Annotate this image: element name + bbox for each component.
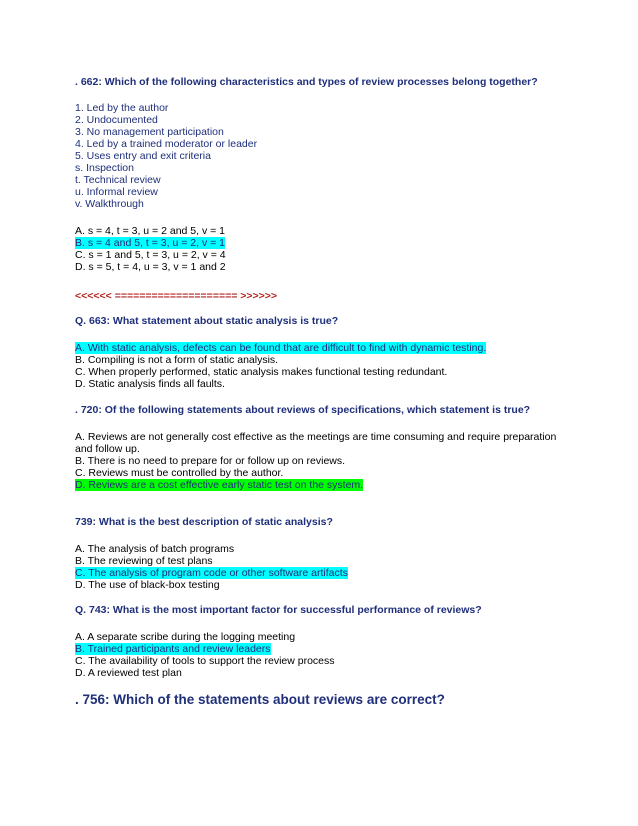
list-item: 3. No management participation [75,126,224,138]
question-743-answers [75,631,595,679]
answer-option-correct: C. The analysis of program code or other software artifacts [75,567,348,579]
answer-option: C. When properly performed, static analysis makes functional testing redundant. [75,366,448,378]
answer-option: C. The availability of tools to support the review process [75,655,335,667]
answer-option: D. A reviewed test plan [75,667,182,679]
answer-option-correct: B. Trained participants and review leaders [75,643,271,655]
question-662-title: . 662: Which of the following characteristics and types of review processes belong together? [75,76,538,88]
list-item: 5. Uses entry and exit criteria [75,150,211,162]
question-739-title: 739: What is the best description of static analysis? [75,516,333,528]
question-739-answers [75,543,595,591]
answer-option: C. s = 1 and 5, t = 3, u = 2, v = 4 [75,249,226,261]
answer-option: A. Reviews are not generally cost effective as the meetings are time consuming and require preparation and follow up. [75,431,557,455]
list-item: u. Informal review [75,186,158,198]
question-720-title: . 720: Of the following statements about reviews of specifications, which statement is true? [75,404,531,416]
list-item: 2. Undocumented [75,114,158,126]
answer-option: D. s = 5, t = 4, u = 3, v = 1 and 2 [75,261,226,273]
answer-option-correct: D. Reviews are a cost effective early static test on the system. [75,479,364,491]
question-720-answers [75,431,575,491]
answer-option-correct: A. With static analysis, defects can be found that are difficult to find with dynamic testing. [75,342,487,354]
answer-option: A. s = 4, t = 3, u = 2 and 5, v = 1 [75,225,226,237]
answer-option: B. There is no need to prepare for or follow up on reviews. [75,455,346,467]
question-663-answers [75,342,595,390]
question-662-answers [75,225,595,273]
answer-option: A. The analysis of batch programs [75,543,235,555]
answer-option: C. Reviews must be controlled by the author. [75,467,284,479]
answer-option: B. The reviewing of test plans [75,555,213,567]
question-663-title: Q. 663: What statement about static analysis is true? [75,315,339,327]
question-662-items [75,102,595,210]
list-item: 1. Led by the author [75,102,169,114]
answer-option: D. The use of black-box testing [75,579,220,591]
list-item: t. Technical review [75,174,161,186]
answer-option: B. Compiling is not a form of static analysis. [75,354,279,366]
question-756-title: . 756: Which of the statements about reviews are correct? [75,692,445,707]
list-item: s. Inspection [75,162,134,174]
answer-option: D. Static analysis finds all faults. [75,378,225,390]
question-743-title: Q. 743: What is the most important factor for successful performance of reviews? [75,604,482,616]
answer-option: A. A separate scribe during the logging meeting [75,631,296,643]
answer-option-correct: B. s = 4 and 5, t = 3, u = 2, v = 1 [75,237,226,249]
list-item: v. Walkthrough [75,198,144,210]
list-item: 4. Led by a trained moderator or leader [75,138,258,150]
section-separator: <<<<<< ==================== >>>>>> [75,290,278,302]
